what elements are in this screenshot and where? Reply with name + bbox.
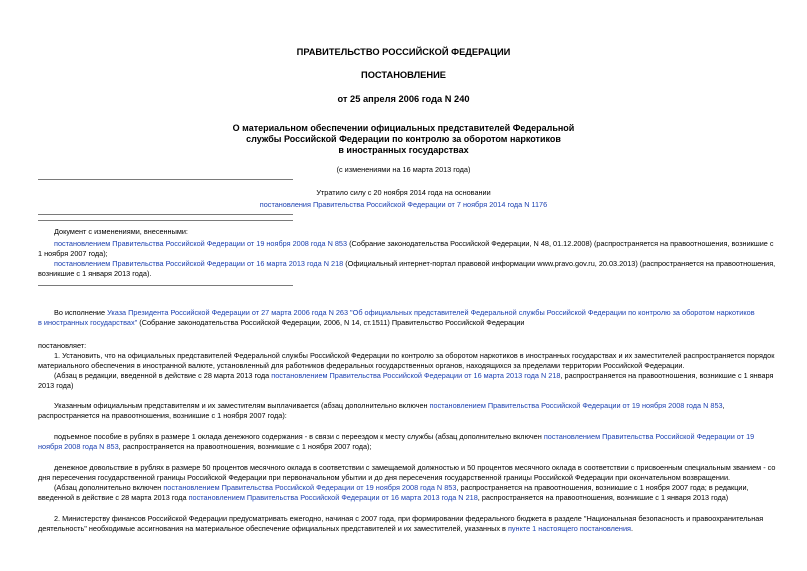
item-2-text: деятельность" необходимые ассигнования на материальное обеспечение официальных представителей и их заместителей, указанных в: [38, 524, 508, 533]
item-1-cont: материального обеспечения в иностранной валюте, установленный для работников федеральных государственных органов, находящихся за пределами территории Российской Федерации.: [38, 361, 685, 370]
para-pay-edit: [54, 483, 778, 494]
document-title-line-1: О материальном обеспечении официальных представителей Федеральной: [232, 123, 575, 133]
edit-text-cont: , распространяется на правоотношения, возникшие с 1 января: [560, 371, 774, 380]
document-title-line-3: в иностранных государствах: [338, 145, 469, 155]
payments-text: Указанным официальным представителям и их заместителям выплачивается (абзац дополнительно включен: [54, 401, 430, 410]
change-2: [54, 259, 778, 270]
preamble-text: Во исполнение: [54, 308, 108, 317]
para-pay-cont: дня пересечения государственной границы Российской Федерации при первоначальном убытии и до дня пересечения государственной границы Российской Федерации при окончательном возвращении.: [38, 473, 731, 482]
item-1: 1. Установить, что на официальных представителей Федеральной службы Российской Федерации по контролю за оборотом наркотиков в иностранных государствах и их заместителей распространяется порядок: [54, 351, 775, 360]
document-type: ПОСТАНОВЛЕНИЕ: [361, 70, 446, 80]
para-payments-cont: распространяется на правоотношения, возникшие с 1 ноября 2007 года):: [38, 411, 287, 420]
amend-2013-link[interactable]: постановлением Правительства Российской Федерации от 16 марта 2013 года N 218: [271, 371, 561, 380]
pay-edit-text-3: , распространяется на правоотношения, возникшие с 1 января 2013 года): [477, 493, 729, 502]
change-2-cont: возникшие с 1 января 2013 года).: [38, 269, 152, 278]
item-1-ref-link[interactable]: пункте 1 настоящего постановления: [507, 524, 631, 533]
pay-edit-text: (Абзац дополнительно включен: [54, 483, 164, 492]
item-1-edit: [54, 371, 778, 382]
decree-link-cont[interactable]: в иностранных государствах": [38, 318, 138, 327]
changes-intro: Документ с изменениями, внесенными:: [54, 227, 188, 236]
government-name: ПРАВИТЕЛЬСТВО РОССИЙСКОЙ ФЕДЕРАЦИИ: [296, 47, 511, 57]
item-2-end: .: [631, 524, 634, 533]
item-1-edit-cont: 2013 года): [38, 381, 74, 390]
change-1-link[interactable]: постановлением Правительства Российской Федерации от 19 ноября 2008 года N 853: [54, 239, 348, 248]
preamble-text-cont: (Собрание законодательства Российской Федерации, 2006, N 14, ст.1511) Правительство Российской Федерации: [137, 318, 525, 327]
expired-note: Утратило силу с 20 ноября 2014 года на основании: [316, 188, 491, 197]
divider: [38, 285, 293, 286]
change-1-cont: 1 ноября 2007 года);: [38, 249, 108, 258]
amend-2008-link[interactable]: постановлением Правительства Российской Федерации от 19: [543, 432, 755, 441]
amendment-note: (с изменениями на 16 марта 2013 года): [336, 165, 471, 174]
para-allowance: [54, 432, 778, 443]
change-1-text: (Собрание законодательства Российской Федерации, N 48, 01.12.2008) (распространяется на правоотношения, возникшие с: [347, 239, 774, 248]
para-pay: денежное довольствие в рублях в размере 50 процентов месячного оклада в соответствии с замещаемой должностью и 50 процентов месячного оклада в соответствии с присвоенным специальным званием - со: [54, 463, 776, 472]
preamble: [54, 308, 778, 319]
item-2-cont: [38, 524, 778, 535]
divider: [38, 179, 293, 180]
change-2-text: (Официальный интернет-портал правовой информации www.pravo.gov.ru, 20.03.2013) (распространяется на правоотношения,: [343, 259, 776, 268]
divider: [38, 220, 293, 221]
payments-comma: ,: [722, 401, 725, 410]
change-2-link[interactable]: постановлением Правительства Российской Федерации от 16 марта 2013 года N 218: [54, 259, 344, 268]
divider: [38, 214, 293, 215]
decree-link[interactable]: Указа Президента Российской Федерации от 27 марта 2006 года N 263 "Об официальных представителей Федеральной службы Российской Федерации по контролю за оборотом наркотиков: [107, 308, 755, 317]
expired-link[interactable]: постановления Правительства Российской Федерации от 7 ноября 2014 года N 1176: [259, 200, 548, 209]
preamble-cont: [38, 318, 778, 329]
document-date: от 25 апреля 2006 года N 240: [337, 94, 470, 104]
document-title-line-2: службы Российской Федерации по контролю за оборотом наркотиков: [246, 134, 561, 144]
pay-edit-text-2: введенной в действие с 28 марта 2013 года: [38, 493, 189, 502]
pay-edit-text-cont: , распространяется на правоотношения, возникшие с 1 ноября 2007 года; в редакции,: [456, 483, 749, 492]
change-1: [54, 239, 778, 250]
allowance-text: подъемное пособие в рублях в размере 1 оклада денежного содержания - в связи с переездом к месту службы (абзац дополнительно включен: [54, 432, 544, 441]
amend-2008-link-cont[interactable]: ноября 2008 года N 853: [38, 442, 119, 451]
item-2: 2. Министерству финансов Российской Федерации предусматривать ежегодно, начиная с 2007 года, при формировании федерального бюджета в разделе "Национальная безопасность и правоохранительная: [54, 514, 764, 523]
para-pay-edit-cont: [38, 493, 778, 504]
para-allowance-cont: [38, 442, 778, 453]
edit-text: (Абзац в редакции, введенной в действие с 28 марта 2013 года: [54, 371, 272, 380]
amend-2008-link[interactable]: постановлением Правительства Российской Федерации от 19 ноября 2008 года N 853: [429, 401, 723, 410]
para-payments: [54, 401, 778, 412]
amend-2013-link[interactable]: постановлением Правительства Российской Федерации от 16 марта 2013 года N 218: [188, 493, 478, 502]
amend-2008-link[interactable]: постановлением Правительства Российской Федерации от 19 ноября 2008 года N 853: [163, 483, 457, 492]
resolves: постановляет:: [38, 341, 87, 350]
allowance-text-cont: , распространяется на правоотношения, возникшие с 1 ноября 2007 года);: [118, 442, 372, 451]
